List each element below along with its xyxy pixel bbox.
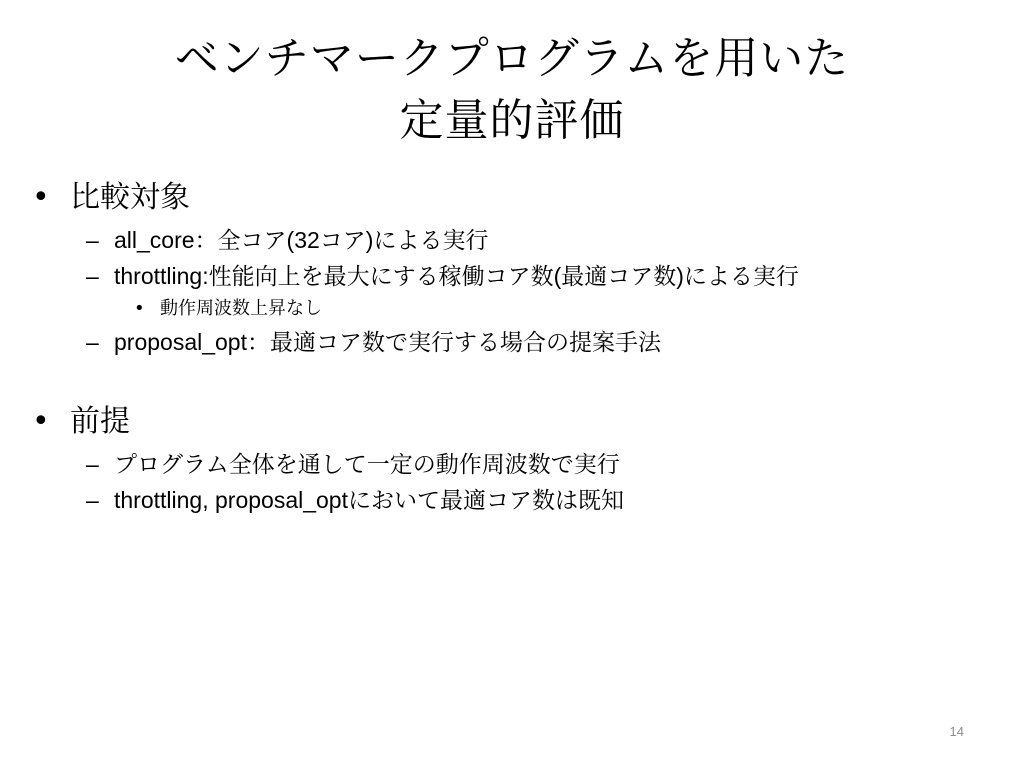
dash-icon: – bbox=[86, 487, 99, 513]
bullet-icon: • bbox=[32, 404, 50, 439]
list-item-all-core bbox=[30, 222, 1010, 258]
section-heading-comparison bbox=[30, 178, 1010, 218]
dash-icon: – bbox=[86, 263, 99, 289]
sub-list-item-text: 動作周波数上昇なし bbox=[160, 298, 322, 319]
list-item-throttling bbox=[30, 258, 1010, 294]
dash-icon: – bbox=[86, 329, 99, 355]
list-item-text: throttling:性能向上を最大にする稼働コア数(最適コア数)による実行 bbox=[114, 263, 799, 289]
bullet-icon: • bbox=[134, 298, 145, 319]
section-heading-text: 前提 bbox=[70, 404, 130, 439]
dash-icon: – bbox=[86, 451, 99, 477]
section-spacer bbox=[30, 360, 1010, 402]
slide-title bbox=[60, 28, 964, 152]
slide-title-line-2: 定量的評価 bbox=[399, 95, 625, 146]
bullet-icon: • bbox=[32, 180, 50, 215]
section-heading-text: 比較対象 bbox=[70, 180, 190, 215]
list-item-proposal-opt bbox=[30, 324, 1010, 360]
list-item-optimal-cores-known bbox=[30, 482, 1010, 518]
slide-body bbox=[30, 178, 1010, 518]
page-number: 14 bbox=[949, 724, 964, 739]
dash-icon: – bbox=[86, 227, 99, 253]
list-item-text: all_core：全コア(32コア)による実行 bbox=[114, 227, 489, 253]
slide-title-line-1: ベンチマークプログラムを用いた bbox=[174, 33, 850, 84]
list-item-text: throttling, proposal_optにおいて最適コア数は既知 bbox=[114, 487, 624, 513]
section-heading-premise bbox=[30, 402, 1010, 442]
list-item-text: プログラム全体を通して一定の動作周波数で実行 bbox=[114, 451, 620, 477]
sub-list-item-no-frequency-boost bbox=[30, 294, 1010, 324]
list-item-constant-frequency bbox=[30, 446, 1010, 482]
list-item-text: proposal_opt：最適コア数で実行する場合の提案手法 bbox=[114, 329, 661, 355]
